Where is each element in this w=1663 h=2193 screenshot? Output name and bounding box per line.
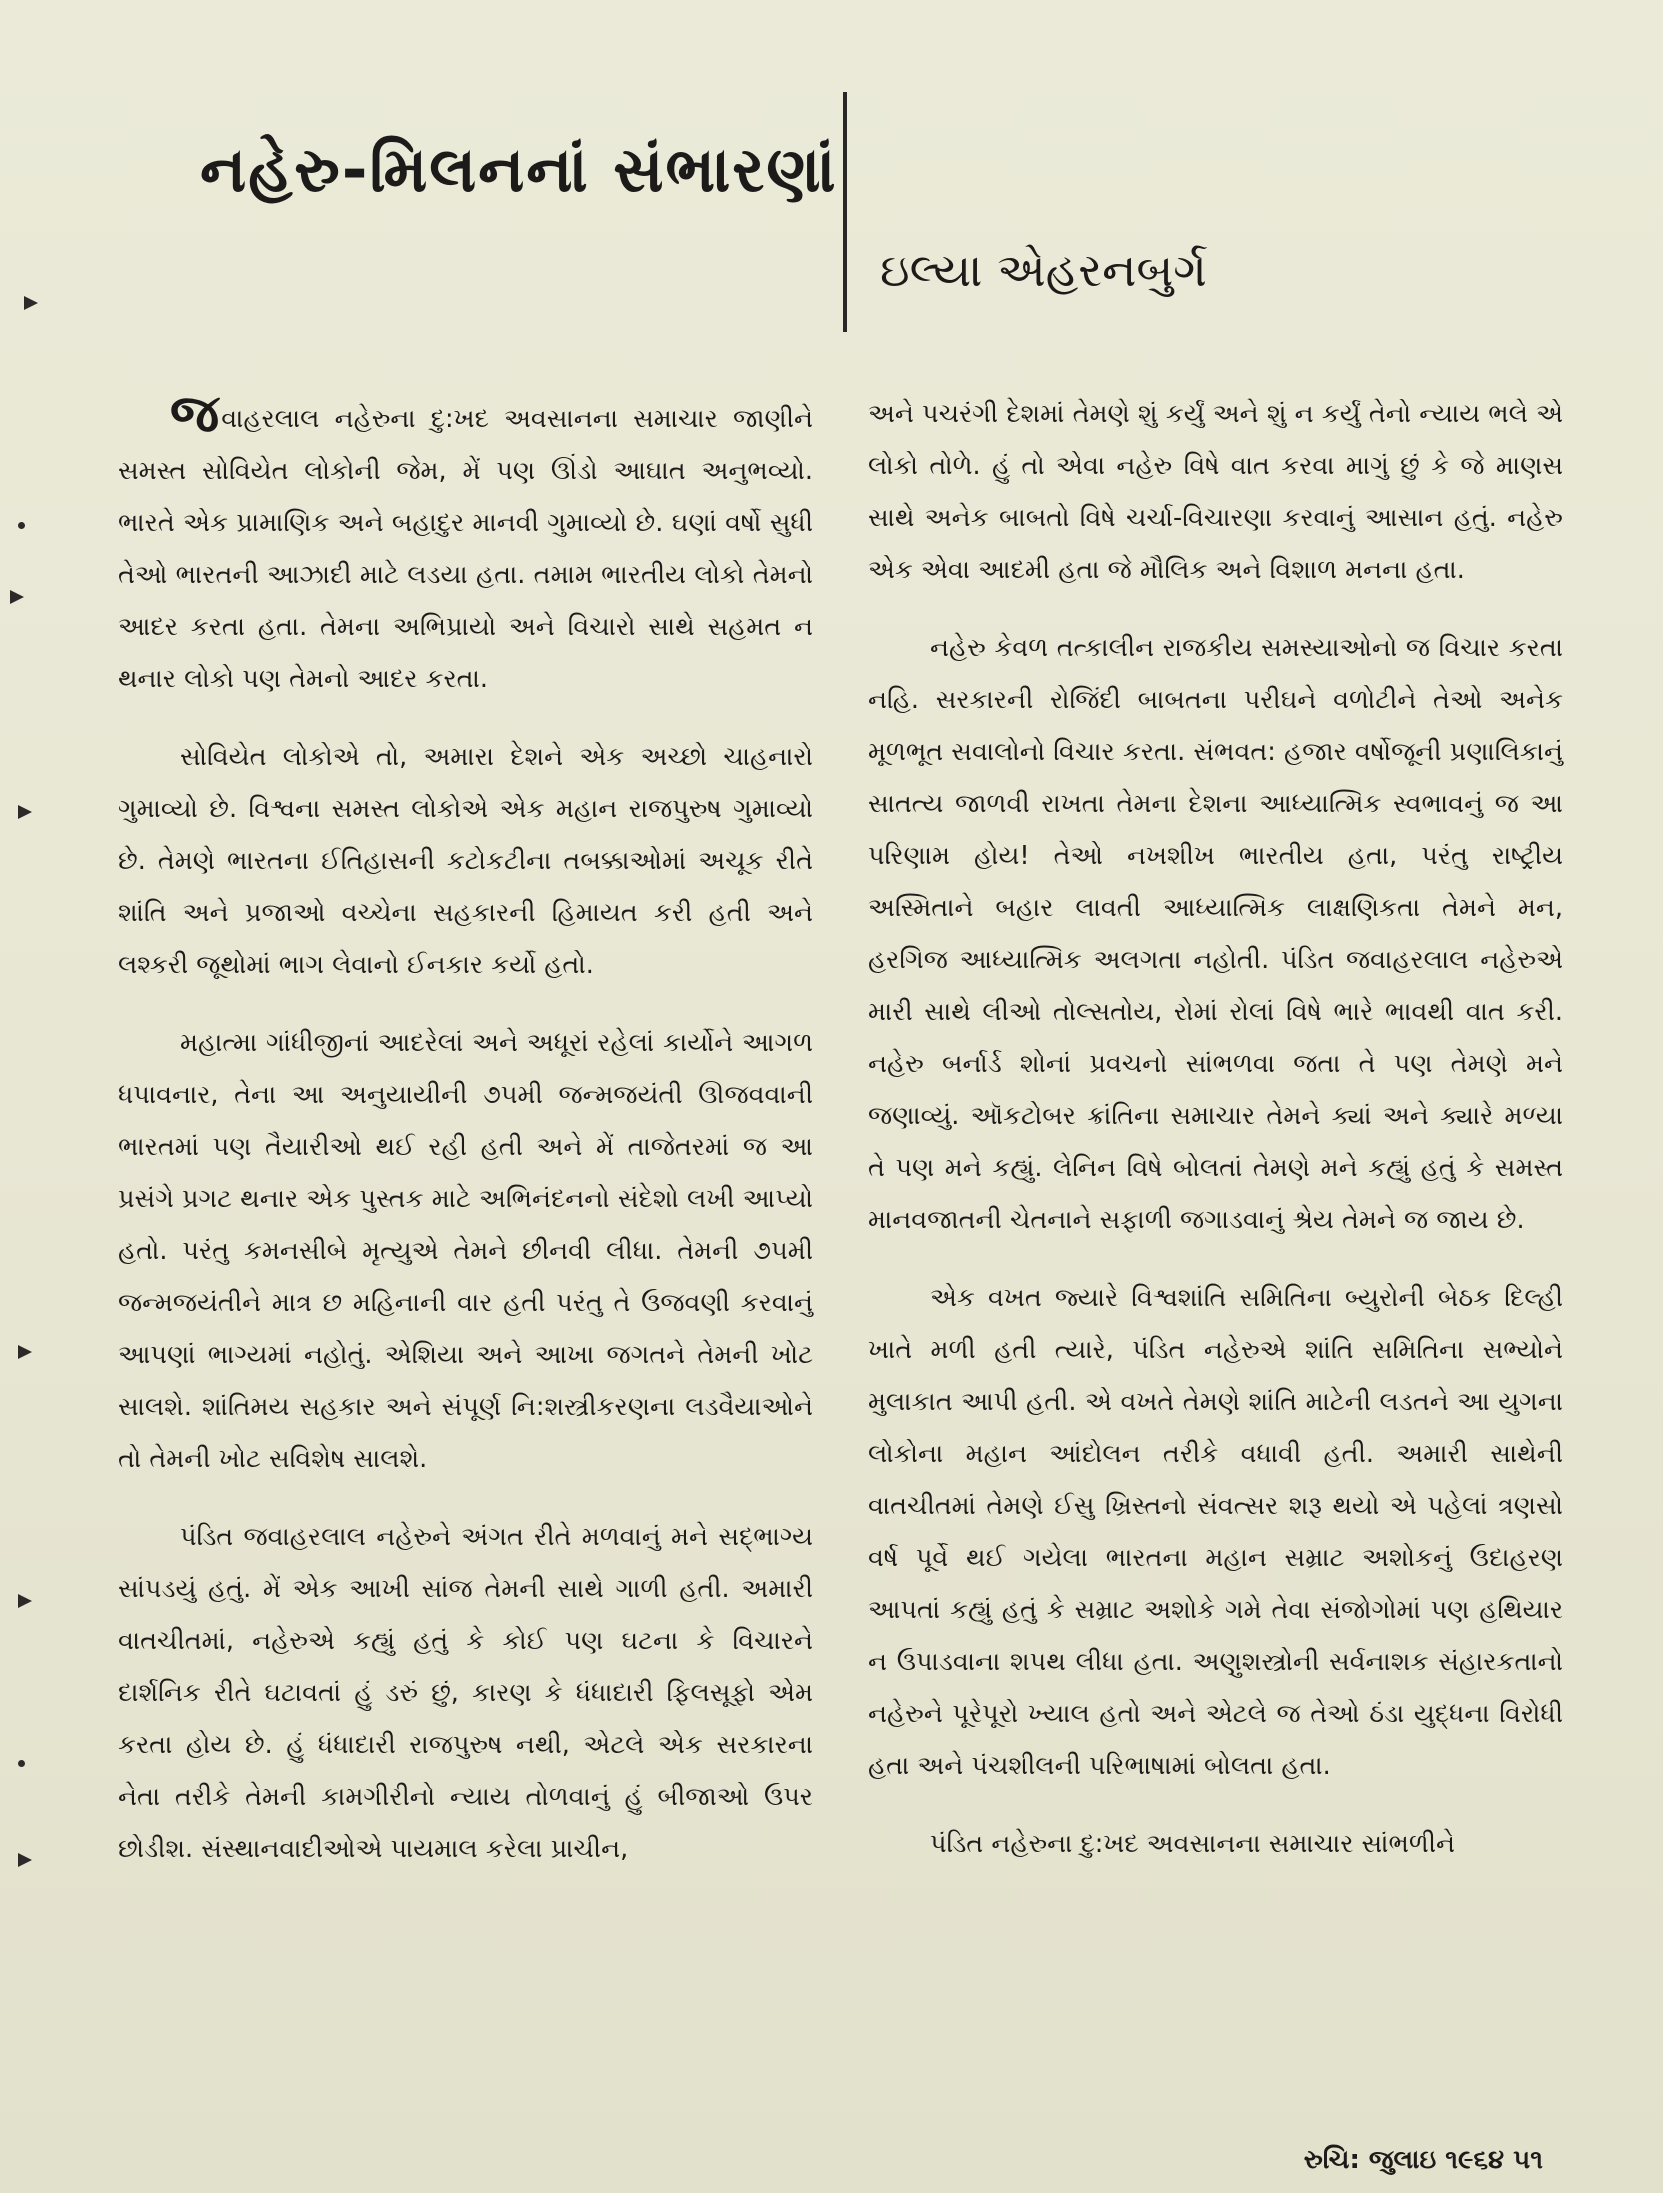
title-divider	[843, 92, 847, 332]
paragraph: પંડિત જવાહરલાલ નહેરુને અંગત રીતે મળવાનું મને સદ્ભાગ્ય સાંપડયું હતું. મેં એક આખી સાંજ તેમની સાથે ગાળી હતી. અમારી વાતચીતમાં, નહેરુએ કહ્યું હતું કે કોઈ પણ ઘટના કે વિચારને દાર્શનિક રીતે ઘટાવતાં હું ડરું છું, કારણ કે ધંધાદારી ફિલસૂફો એમ કરતા હોય છે. હું ધંધાદારી રાજપુરુષ નથી, એટલે એક સરકારના નેતા તરીકે તેમની કામગીરીનો ન્યાય તોળવાનું હું બીજાઓ ઉપર છોડીશ. સંસ્થાનવાદીઓએ પાયમાલ કરેલા પ્રાચીન,	[118, 1522, 813, 1864]
right-column	[868, 388, 1563, 1896]
binding-mark	[18, 805, 32, 819]
binding-mark	[18, 1345, 32, 1359]
binding-mark	[18, 1853, 32, 1867]
article-author: ઇલ્યા એહરનબુર્ગ	[880, 243, 1207, 297]
article-title: નહેરુ-મિલનનાં સંભારણાં	[200, 133, 838, 206]
binding-mark	[24, 296, 38, 310]
binding-mark	[18, 1594, 32, 1608]
paragraph	[118, 384, 813, 705]
paragraph: પંડિત નહેરુના દુ:ખદ અવસાનના સમાચાર સાંભળીને	[930, 1829, 1456, 1859]
binding-mark	[18, 522, 25, 529]
binding-mark	[18, 1760, 25, 1767]
paragraph: મહાત્મા ગાંધીજીનાં આદરેલાં અને અધૂરાં રહેલાં કાર્યોને આગળ ધપાવનાર, તેના આ અનુયાયીની ૭૫મી જન્મજયંતી ઊજવવાની ભારતમાં પણ તૈયારીઓ થઈ રહી હતી અને મેં તાજેતરમાં જ આ પ્રસંગે પ્રગટ થનાર એક પુસ્તક માટે અભિનંદનનો સંદેશો લખી આપ્યો હતો. પરંતુ કમનસીબે મૃત્યુએ તેમને છીનવી લીધા. તેમની ૭૫મી જન્મજયંતીને માત્ર છ મહિનાની વાર હતી પરંતુ તે ઉજવણી કરવાનું આપણાં ભાગ્યમાં નહોતું. એશિયા અને આખા જગતને તેમની ખોટ સાલશે. શાંતિમય સહકાર અને સંપૂર્ણ નિ:શસ્ત્રીકરણના લડવૈયાઓને તો તેમની ખોટ સવિશેષ સાલશે.	[118, 1028, 813, 1474]
paragraph: એક વખત જ્યારે વિશ્વશાંતિ સમિતિના બ્યુરોની બેઠક દિલ્હી ખાતે મળી હતી ત્યારે, પંડિત નહેરુએ શાંતિ સમિતિના સભ્યોને મુલાકાત આપી હતી. એ વખતે તેમણે શાંતિ માટેની લડતને આ યુગના લોકોના મહાન આંદોલન તરીકે વધાવી હતી. અમારી સાથેની વાતચીતમાં તેમણે ઈસુ ખ્રિસ્તનો સંવત્સર શરૂ થયો એ પહેલાં ત્રણસો વર્ષ પૂર્વે થઈ ગયેલા ભારતના મહાન સમ્રાટ અશોકનું ઉદાહરણ આપતાં કહ્યું હતું કે સમ્રાટ અશોકે ગમે તેવા સંજોગોમાં પણ હથિયાર ન ઉપાડવાના શપથ લીધા હતા. અણુશસ્ત્રોની સર્વનાશક સંહારકતાનો નહેરુને પૂરેપૂરો ખ્યાલ હતો અને એટલે જ તેઓ ઠંડા યુદ્ધના વિરોધી હતા અને પંચશીલની પરિભાષામાં બોલતા હતા.	[868, 1283, 1563, 1781]
paragraph: સોવિયેત લોકોએ તો, અમારા દેશને એક અચ્છો ચાહનારો ગુમાવ્યો છે. વિશ્વના સમસ્ત લોકોએ એક મહાન રાજપુરુષ ગુમાવ્યો છે. તેમણે ભારતના ઈતિહાસની કટોકટીના તબક્કાઓમાં અચૂક રીતે શાંતિ અને પ્રજાઓ વચ્ચેના સહકારની હિમાયત કરી હતી અને લશ્કરી જૂથોમાં ભાગ લેવાનો ઈનકાર કર્યો હતો.	[118, 742, 813, 980]
paragraph-text: વાહરલાલ નહેરુના દુ:ખદ અવસાનના સમાચાર જાણીને સમસ્ત સોવિયેત લોકોની જેમ, મેં પણ ઊંડો આઘાત અનુભવ્યો. ભારતે એક પ્રામાણિક અને બહાદુર માનવી ગુમાવ્યો છે. ઘણાં વર્ષો સુધી તેઓ ભારતની આઝાદી માટે લડયા હતા. તમામ ભારતીય લોકો તેમનો આદર કરતા હતા. તેમના અભિપ્રાયો અને વિચારો સાથે સહમત ન થનાર લોકો પણ તેમનો આદર કરતા.	[118, 404, 813, 694]
drop-cap: જ	[170, 384, 220, 444]
page-footer: રુચિ: જુલાઇ ૧૯૬૪ ૫૧	[1303, 2145, 1543, 2175]
binding-mark	[10, 590, 24, 604]
paragraph: અને પચરંગી દેશમાં તેમણે શું કર્યું અને શું ન કર્યું તેનો ન્યાય ભલે એ લોકો તોળે. હું તો એવા નહેરુ વિષે વાત કરવા માગું છું કે જે માણસ સાથે અનેક બાબતો વિષે ચર્ચા-વિચારણા કરવાનું આસાન હતું. નહેરુ એક એવા આદમી હતા જે મૌલિક અને વિશાળ મનના હતા.	[868, 399, 1563, 585]
left-column	[118, 384, 813, 1901]
paragraph: નહેરુ કેવળ તત્કાલીન રાજકીય સમસ્યાઓનો જ વિચાર કરતા નહિ. સરકારની રોજિંદી બાબતના પરીઘને વળોટીને તેઓ અનેક મૂળભૂત સવાલોનો વિચાર કરતા. સંભવત: હજાર વર્ષોજૂની પ્રણાલિકાનું સાતત્ય જાળવી રાખતા તેમના દેશના આધ્યાત્મિક સ્વભાવનું જ આ પરિણામ હોય! તેઓ નખશીખ ભારતીય હતા, પરંતુ રાષ્ટ્રીય અસ્મિતાને બહાર લાવતી આધ્યાત્મિક લાક્ષણિકતા તેમને મન, હરગિજ આધ્યાત્મિક અલગતા નહોતી. પંડિત જવાહરલાલ નહેરુએ મારી સાથે લીઓ તોલ્સતોય, રોમાં રોલાં વિષે ભારે ભાવથી વાત કરી. નહેરુ બર્નાર્ડ શોનાં પ્રવચનો સાંભળવા જતા તે પણ તેમણે મને જણાવ્યું. ઑકટોબર ક્રાંતિના સમાચાર તેમને ક્યાં અને ક્યારે મળ્યા તે પણ મને કહ્યું. લેનિન વિષે બોલતાં તેમણે મને કહ્યું હતું કે સમસ્ત માનવજાતની ચેતનાને સફાળી જગાડવાનું શ્રેય તેમને જ જાય છે.	[868, 633, 1563, 1235]
